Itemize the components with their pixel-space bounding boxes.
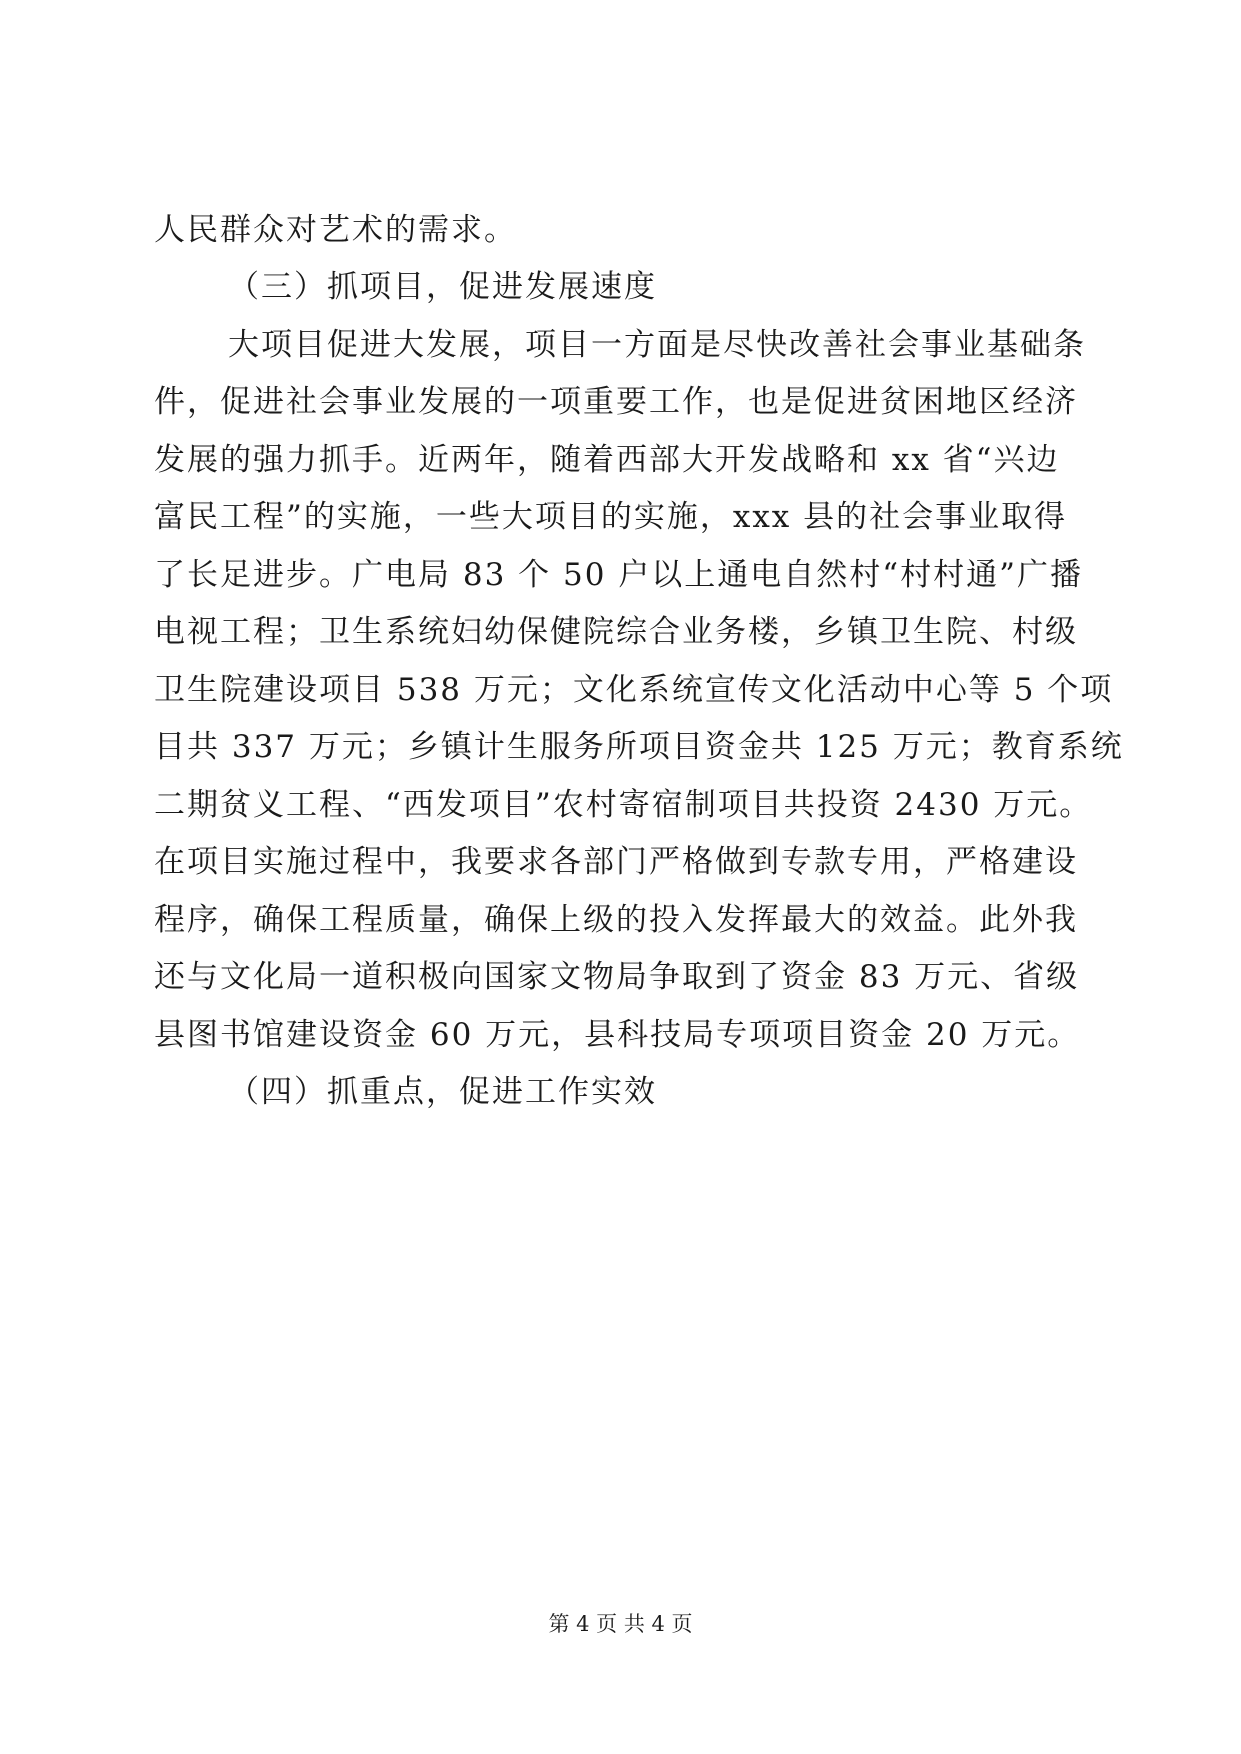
text-line: 程序，确保工程质量，确保上级的投入发挥最大的效益。此外我 bbox=[154, 902, 1078, 938]
text-line: 电视工程；卫生系统妇幼保健院综合业务楼，乡镇卫生院、村级 bbox=[154, 614, 1078, 650]
text-line: 在项目实施过程中，我要求各部门严格做到专款专用，严格建设 bbox=[154, 844, 1078, 880]
text-line: 二期贫义工程、“西发项目”农村寄宿制项目共投资 2430 万元。 bbox=[154, 787, 1093, 823]
text-line: 件，促进社会事业发展的一项重要工作，也是促进贫困地区经济 bbox=[154, 384, 1078, 420]
text-line: 大项目促进大发展，项目一方面是尽快改善社会事业基础条 bbox=[228, 327, 1086, 363]
text-line: 人民群众对艺术的需求。 bbox=[154, 212, 517, 248]
text-line: 卫生院建设项目 538 万元；文化系统宣传文化活动中心等 5 个项 bbox=[154, 672, 1114, 708]
text-line: 县图书馆建设资金 60 万元，县科技局专项项目资金 20 万元。 bbox=[154, 1017, 1081, 1053]
section-heading: （三）抓项目，促进发展速度 bbox=[228, 269, 657, 305]
text-line: 目共 337 万元；乡镇计生服务所项目资金共 125 万元；教育系统 bbox=[154, 729, 1124, 765]
text-line: 发展的强力抓手。近两年，随着西部大开发战略和 xx 省“兴边 bbox=[154, 442, 1060, 478]
text-line: 富民工程”的实施，一些大项目的实施，xxx 县的社会事业取得 bbox=[154, 499, 1068, 535]
page-number-footer: 第 4 页 共 4 页 bbox=[548, 1612, 693, 1636]
text-line: 了长足进步。广电局 83 个 50 户以上通电自然村“村村通”广播 bbox=[154, 557, 1084, 593]
text-line: 还与文化局一道积极向国家文物局争取到了资金 83 万元、省级 bbox=[154, 959, 1080, 995]
section-heading: （四）抓重点，促进工作实效 bbox=[228, 1074, 657, 1110]
